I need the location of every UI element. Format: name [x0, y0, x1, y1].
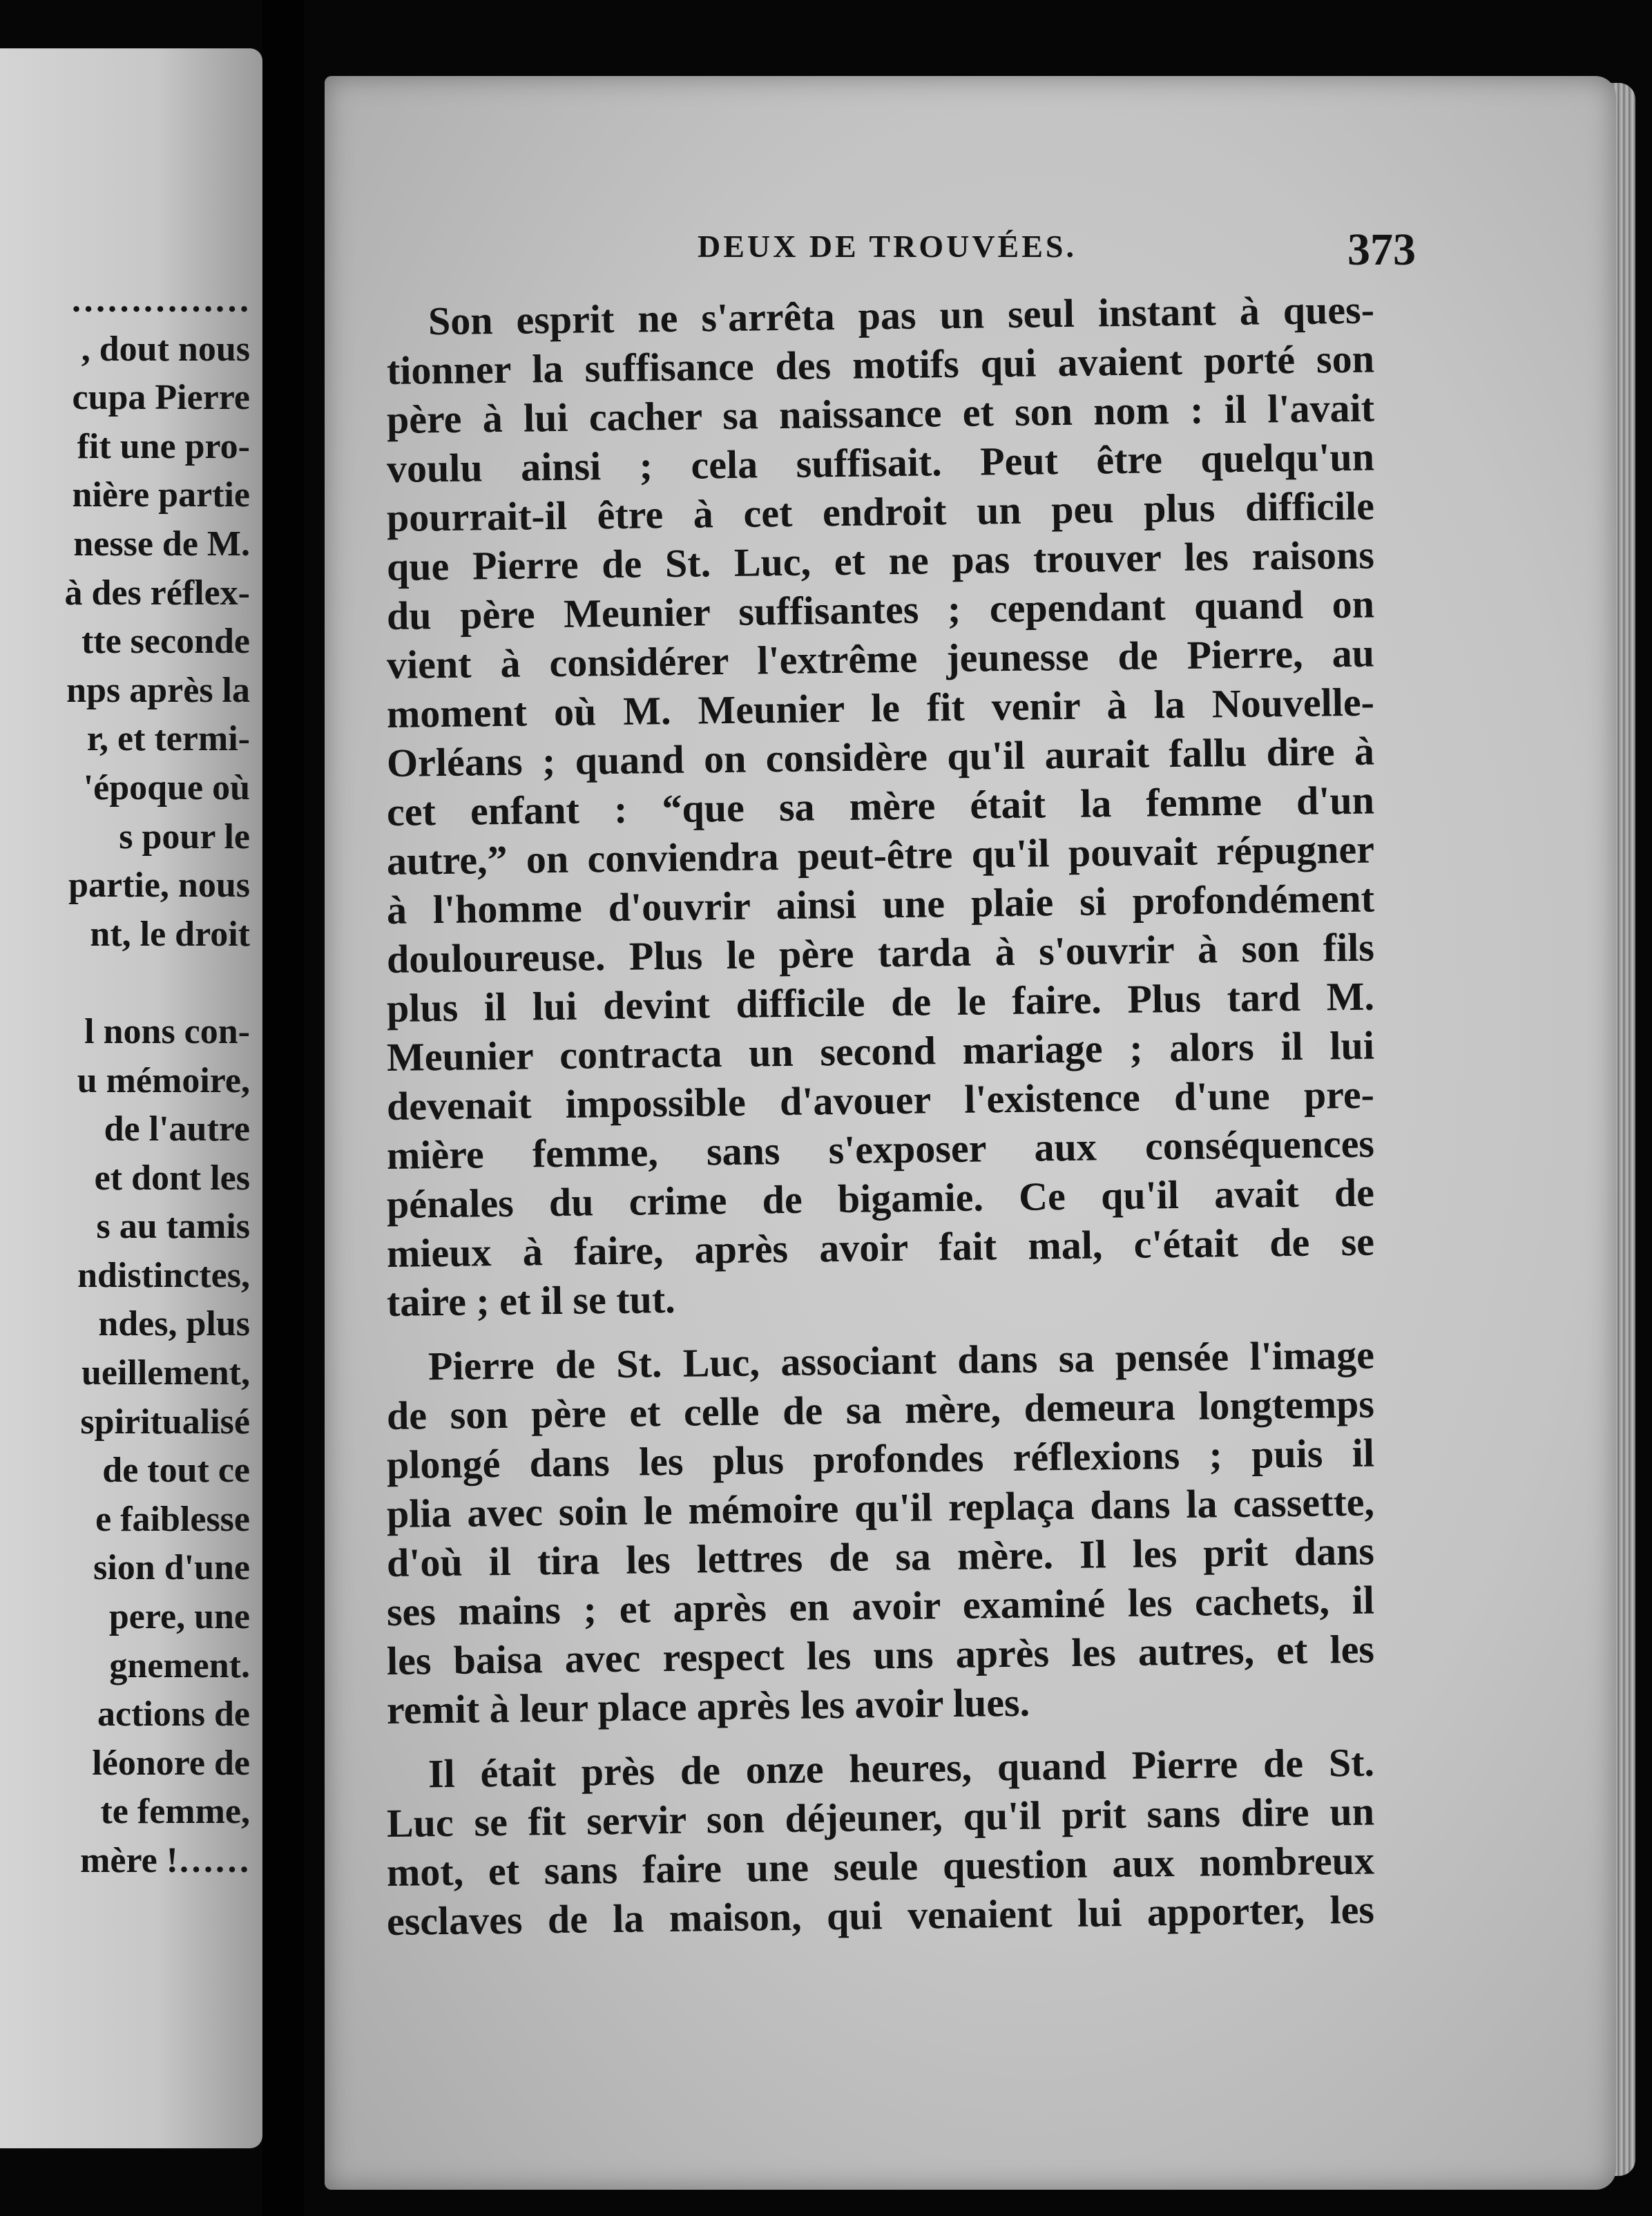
body-text: [386, 287, 1375, 1946]
previous-page-line: spiritualisé: [80, 1402, 250, 1442]
text-line: Il était près de onze heures, quand Pierre de St.: [428, 1739, 1375, 1797]
text-line: taire ; et il se tut.: [386, 1276, 676, 1325]
text-line: moment où M. Meunier le fit venir à la Nouvelle-: [386, 679, 1375, 736]
previous-page-line: de tout ce: [102, 1451, 250, 1491]
text-line: d'où il tira les lettres de sa mère. Il les prit dans: [386, 1528, 1375, 1585]
text-line: pénales du crime de bigamie. Ce qu'il avait de: [386, 1169, 1375, 1227]
text-line: Orléans ; quand on considère qu'il aurait fallu dire à: [386, 728, 1375, 785]
previous-page-text: [64, 276, 250, 1886]
book-gutter: [262, 0, 304, 2216]
previous-page-line: actions de: [97, 1694, 250, 1735]
previous-page-fragment: [0, 48, 262, 2148]
previous-page-line: u mémoire,: [77, 1060, 250, 1100]
previous-page-line: s pour le: [119, 816, 250, 857]
paragraph: [386, 287, 1375, 1327]
previous-page-line: fit une pro-: [77, 426, 250, 466]
text-line: plia avec soin le mémoire qu'il replaça dans la cassette,: [386, 1479, 1375, 1536]
text-line: que Pierre de St. Luc, et ne pas trouver les raisons: [386, 532, 1375, 589]
previous-page-line: r, et termi-: [86, 719, 250, 759]
text-line: père à lui cacher sa naissance et son nom : il l'avait: [386, 385, 1375, 442]
text-line: tionner la suffisance des motifs qui avaient porté son: [386, 336, 1375, 393]
text-line: du père Meunier suffisantes ; cependant quand on: [386, 581, 1375, 638]
previous-page-line: l nons con-: [84, 1011, 250, 1051]
previous-page-line: mère !……: [80, 1841, 250, 1880]
paragraph-gap: [64, 959, 250, 1008]
previous-page-line: léonore de: [92, 1743, 250, 1783]
paragraph: [386, 1739, 1375, 1946]
previous-page-line: ndistinctes,: [77, 1255, 250, 1295]
text-line: de son père et celle de sa mère, demeura longtemps: [386, 1381, 1375, 1438]
previous-page-line: s au tamis: [96, 1207, 250, 1247]
previous-page-line: , dout nous: [81, 329, 250, 369]
previous-page-line: partie, nous: [68, 866, 250, 906]
previous-page-line: à des réflex-: [64, 573, 250, 613]
text-line: mieux à faire, après avoir fait mal, c'était de se: [386, 1219, 1375, 1276]
paragraph: [386, 1332, 1375, 1735]
text-line: cet enfant : “que sa mère était la femme d'un: [386, 777, 1375, 834]
text-line: esclaves de la maison, qui venaient lui apporter, les: [386, 1887, 1375, 1944]
text-line: Meunier contracta un second mariage ; alors il lui: [386, 1022, 1375, 1080]
previous-page-line: 'époque où: [83, 767, 250, 808]
text-line: voulu ainsi ; cela suffisait. Peut être quelqu'un: [386, 434, 1375, 491]
text-line: mière femme, sans s'exposer aux conséquences: [386, 1120, 1375, 1178]
previous-page-line: te femme,: [100, 1792, 250, 1832]
text-line: vient à considérer l'extrême jeunesse de Pierre, au: [386, 630, 1375, 687]
text-line: mot, et sans faire une seule question aux nombreux: [386, 1837, 1375, 1895]
text-line: Luc se fit servir son déjeuner, qu'il prit sans dire un: [386, 1788, 1375, 1846]
previous-page-line: e faiblesse: [95, 1499, 250, 1539]
previous-page-line: cupa Pierre: [72, 378, 250, 418]
text-line: les baisa avec respect les uns après les autres, et les: [386, 1626, 1375, 1683]
text-line: autre,” on conviendra peut-être qu'il pouvait répugner: [386, 826, 1375, 883]
previous-page-line: nesse de M.: [73, 524, 250, 564]
text-line: plus il lui devint difficile de le faire. Plus tard M.: [386, 973, 1375, 1031]
running-title: DEUX DE TROUVÉES.: [698, 229, 1077, 264]
text-line: Pierre de St. Luc, associant dans sa pensée l'image: [428, 1332, 1375, 1389]
previous-page-line: ueillement,: [81, 1353, 250, 1393]
text-line: à l'homme d'ouvrir ainsi une plaie si profondément: [386, 875, 1375, 933]
previous-page-line: pere, une: [108, 1597, 250, 1637]
running-header: [373, 225, 1416, 276]
text-line: remit à leur place après les avoir lues.: [386, 1679, 1030, 1732]
previous-page-line: nps après la: [66, 670, 250, 710]
previous-page-line: ndes, plus: [98, 1304, 250, 1344]
text-line: devenait impossible d'avouer l'existence d'une pre-: [386, 1071, 1375, 1129]
previous-page-line: tte seconde: [81, 622, 250, 662]
previous-page-line: nt, le droit: [90, 914, 250, 954]
text-line: douloureuse. Plus le père tarda à s'ouvrir à son fils: [386, 924, 1375, 982]
previous-page-line: ……………: [70, 280, 250, 320]
previous-page-line: de l'autre: [104, 1109, 250, 1149]
text-line: plongé dans les plus profondes réflexions ; puis il: [386, 1430, 1375, 1487]
text-line: ses mains ; et après en avoir examiné les cachets, il: [386, 1577, 1375, 1634]
previous-page-line: sion d'une: [93, 1548, 250, 1588]
previous-page-line: et dont les: [94, 1158, 250, 1198]
page-number: 373: [1347, 225, 1416, 275]
previous-page-line: gnement.: [109, 1645, 250, 1685]
previous-page-line: nière partie: [72, 475, 250, 515]
text-line: Son esprit ne s'arrêta pas un seul instant à ques-: [428, 287, 1375, 344]
text-line: pourrait-il être à cet endroit un peu plus difficile: [386, 483, 1375, 540]
